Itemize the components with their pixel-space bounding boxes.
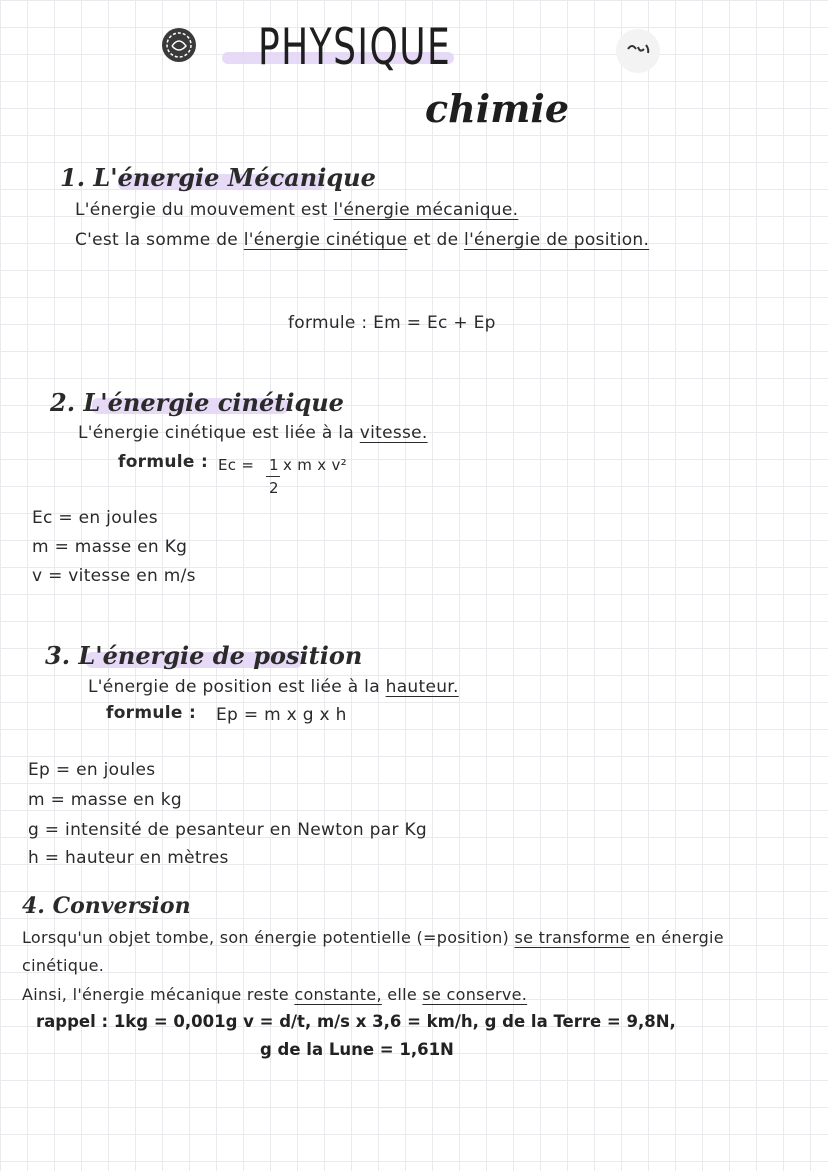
section4-line1-end: en énergie <box>629 928 724 947</box>
section1-line1-underlined: l'énergie mécanique. <box>333 200 519 220</box>
section3-formula-label: formule : <box>106 703 197 723</box>
section2-legend-m: m = masse en Kg <box>32 537 188 557</box>
section4-line1-underlined: se transforme <box>514 928 630 947</box>
section4-line3-underlined-2: se conserve. <box>422 985 528 1004</box>
section3-legend-ep: Ep = en joules <box>28 760 156 780</box>
avatar-doodle-icon <box>614 27 662 75</box>
section1-line2-mid: et de <box>407 230 465 250</box>
section3-line1-text: L'énergie de position est liée à la <box>88 677 386 697</box>
section1-formula: formule : Em = Ec + Ep <box>288 313 496 333</box>
section2-formula-b: x m x v² <box>283 456 347 474</box>
section4-line1-text: Lorsqu'un objet tombe, son énergie potentielle (=position) <box>22 928 515 947</box>
section4-line1 <box>22 928 724 947</box>
section4-rappel-line1: rappel : 1kg = 0,001g v = d/t, m/s x 3,6 = km/h, g de la Terre = 9,8N, <box>36 1012 676 1031</box>
section1-line1 <box>75 200 518 220</box>
section4-line3-underlined-1: constante, <box>294 985 382 1004</box>
section1-line2-underlined-1: l'énergie cinétique <box>243 230 408 250</box>
section3-legend-m: m = masse en kg <box>28 790 182 810</box>
section2-legend-ec: Ec = en joules <box>32 508 158 528</box>
section1-line2-underlined-2: l'énergie de position. <box>464 230 650 250</box>
section3-heading: 3. L'énergie de position <box>45 641 363 670</box>
section2-formula-label: formule : <box>118 452 209 472</box>
section3-line1-underlined: hauteur. <box>385 677 459 697</box>
page-title: PHYSIQUE <box>258 18 452 76</box>
section3-legend-g: g = intensité de pesanteur en Newton par Kg <box>28 820 427 840</box>
section4-line3-mid: elle <box>381 985 423 1004</box>
section2-heading: 2. L'énergie cinétique <box>50 388 344 417</box>
section4-line3-text: Ainsi, l'énergie mécanique reste <box>22 985 295 1004</box>
section4-line2: cinétique. <box>22 956 105 975</box>
page-subtitle: chimie <box>425 86 570 131</box>
section3-line1 <box>88 677 459 697</box>
section2-formula-a: Ec = <box>218 456 255 474</box>
section4-heading: 4. Conversion <box>22 893 191 919</box>
section4-line3 <box>22 985 527 1004</box>
seal-logo-icon <box>160 26 198 64</box>
section2-line1-underlined: vitesse. <box>359 423 428 443</box>
section4-rappel-line2: g de la Lune = 1,61N <box>260 1040 454 1059</box>
section1-line1-text: L'énergie du mouvement est <box>75 200 334 220</box>
section1-heading: 1. L'énergie Mécanique <box>60 163 376 192</box>
section2-line1 <box>78 423 428 443</box>
section1-line2-text: C'est la somme de <box>75 230 244 250</box>
section2-line1-text: L'énergie cinétique est liée à la <box>78 423 360 443</box>
section2-denominator: 2 <box>269 479 279 497</box>
section1-line2 <box>75 230 649 250</box>
section3-legend-h: h = hauteur en mètres <box>28 848 229 868</box>
section2-numerator: 1 <box>269 456 279 474</box>
section2-legend-v: v = vitesse en m/s <box>32 566 196 586</box>
fraction-bar <box>266 476 280 477</box>
section3-formula: Ep = m x g x h <box>216 705 347 725</box>
